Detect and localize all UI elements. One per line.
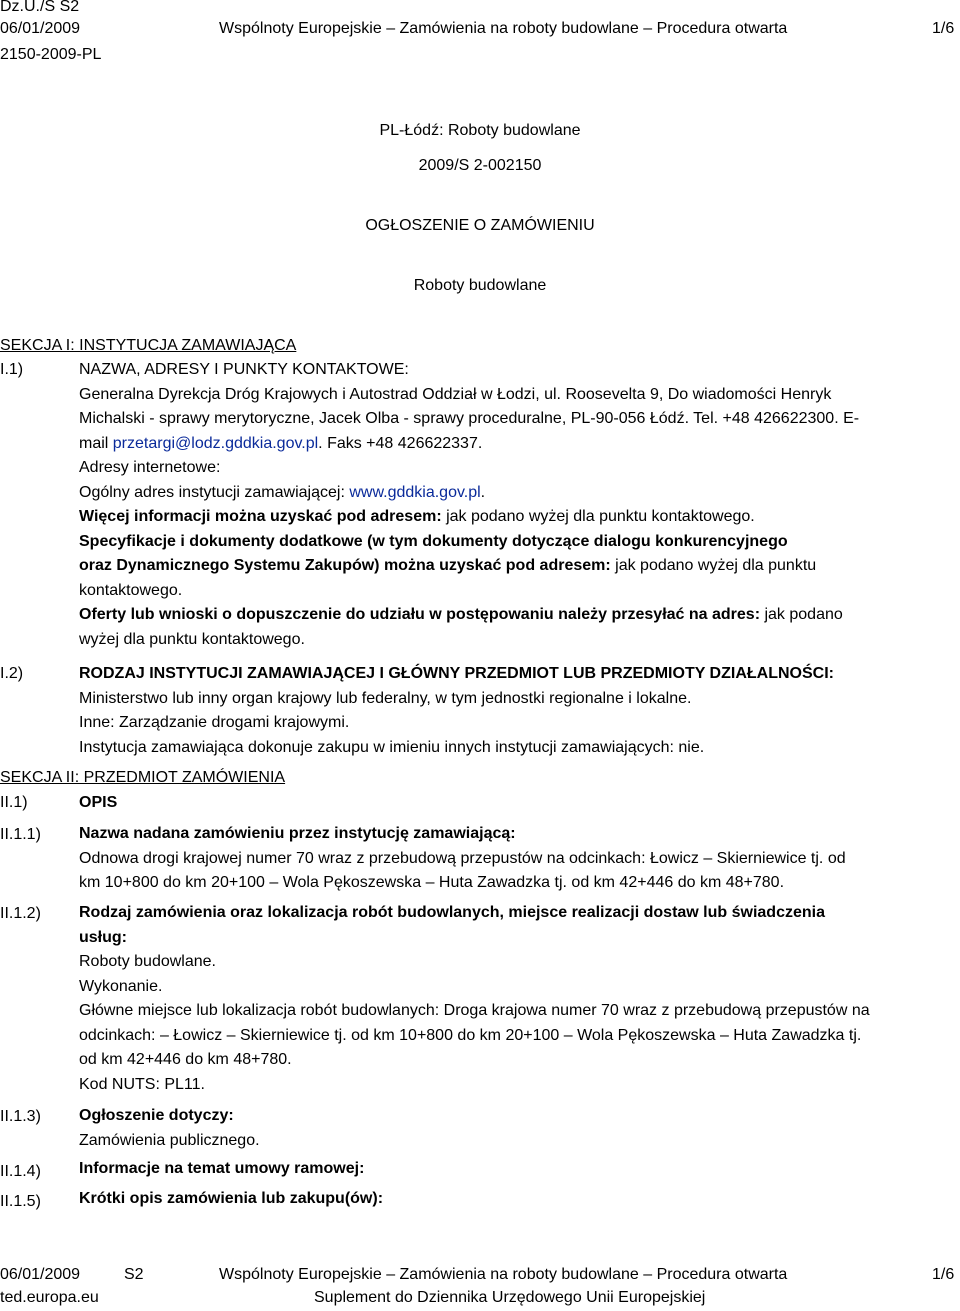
internet-addresses-label: Adresy internetowe: xyxy=(79,459,221,476)
footer-supplement: Suplement do Dziennika Urzędowego Unii Europejskiej xyxy=(314,1289,706,1306)
offers-line-2: wyżej dla punktu kontaktowego. xyxy=(79,630,305,648)
section-ii15-title: Krótki opis zamówienia lub zakupu(ów): xyxy=(79,1190,384,1207)
section-ii12-title-2: usług: xyxy=(79,928,127,946)
ii12-line-2: Wykonanie. xyxy=(79,977,163,995)
title-reference: 2009/S 2-002150 xyxy=(418,157,542,174)
i2-line-2: Inne: Zarządzanie drogami krajowymi. xyxy=(79,714,350,731)
section-ii13-body xyxy=(79,1104,949,1153)
doc-reference: Dz.U./S S2 xyxy=(0,0,80,15)
section-ii14-title: Informacje na temat umowy ramowej: xyxy=(79,1160,365,1177)
section-label-i1: I.1) xyxy=(0,361,24,378)
i2-line-1: Ministerstwo lub inny organ krajowy lub federalny, w tym jednostki regionalne i lokalne. xyxy=(79,689,692,707)
section-label-i2: I.2) xyxy=(0,665,24,682)
header-title: Wspólnoty Europejskie – Zamówienia na roboty budowlane – Procedura otwarta xyxy=(219,20,788,37)
section-i2-body xyxy=(79,662,949,760)
section-label-ii12: II.1.2) xyxy=(0,905,41,922)
general-address-line: Ogólny adres instytucji zamawiającej: www.gddkia.gov.pl. xyxy=(79,483,486,501)
spec-line-2: oraz Dynamicznego Systemu Zakupów) można uzyskać pod adresem: jak podano wyżej dla punktu xyxy=(79,557,817,574)
section-ii1-title: OPIS xyxy=(79,794,118,811)
section-1-heading: SEKCJA I: INSTYTUCJA ZAMAWIAJĄCA xyxy=(0,337,297,354)
spec-line-3: kontaktowego. xyxy=(79,581,183,599)
section-ii13-title: Ogłoszenie dotyczy: xyxy=(79,1107,234,1124)
more-info-line: Więcej informacji można uzyskać pod adresem: jak podano wyżej dla punktu kontaktowego. xyxy=(79,508,755,525)
title-location: PL-Łódź: Roboty budowlane xyxy=(379,122,581,139)
footer-series: S2 xyxy=(124,1266,144,1283)
ii13-line-1: Zamówienia publicznego. xyxy=(79,1131,260,1149)
address-line-2: Michalski - sprawy merytoryczne, Jacek Olba - sprawy proceduralne, PL-90-056 Łódź. Tel. +48 426622300. E- xyxy=(79,410,860,427)
title-contract-type: Roboty budowlane xyxy=(413,277,547,294)
i2-line-3: Instytucja zamawiająca dokonuje zakupu w imieniu innych instytucji zamawiających: nie. xyxy=(79,738,705,756)
offers-line-1: Oferty lub wnioski o dopuszczenie do udziału w postępowaniu należy przesyłać na adres: jak podano xyxy=(79,606,843,623)
ii11-line-1: Odnowa drogi krajowej numer 70 wraz z przebudową przepustów na odcinkach: Łowicz – Skierniewice tj. od xyxy=(79,849,846,867)
header-page: 1/6 xyxy=(932,20,955,37)
section-i1-title: NAZWA, ADRESY I PUNKTY KONTAKTOWE: xyxy=(79,361,409,378)
section-label-ii1: II.1) xyxy=(0,794,28,811)
address-line-1: Generalna Dyrekcja Dróg Krajowych i Autostrad Oddział w Łodzi, ul. Roosevelta 9, Do wiadomości Henryk xyxy=(79,385,832,403)
ii12-line-5: od km 42+446 do km 48+780. xyxy=(79,1051,292,1068)
ii12-line-4: odcinkach: – Łowicz – Skierniewice tj. od km 10+800 do km 20+100 – Wola Pękoszewska – Huta Zawadzka tj. xyxy=(79,1026,862,1044)
website-link[interactable]: www.gddkia.gov.pl xyxy=(349,483,481,501)
footer-title: Wspólnoty Europejskie – Zamówienia na roboty budowlane – Procedura otwarta xyxy=(219,1266,788,1283)
section-ii12-body xyxy=(79,901,949,1097)
ii12-line-3: Główne miejsce lub lokalizacja robót budowlanych: Droga krajowa numer 70 wraz z przebudową przepustów na xyxy=(79,1002,870,1019)
email-link[interactable]: przetargi@lodz.gddkia.gov.pl xyxy=(112,434,319,452)
section-label-ii13: II.1.3) xyxy=(0,1108,41,1125)
section-ii12-title-1: Rodzaj zamówienia oraz lokalizacja robót budowlanych, miejsce realizacji dostaw lub świadczenia xyxy=(79,904,825,921)
spec-line-1: Specyfikacje i dokumenty dodatkowe (w tym dokumenty dotyczące dialogu konkurencyjnego xyxy=(79,532,788,550)
footer-site: ted.europa.eu xyxy=(0,1289,99,1306)
section-i1-body xyxy=(79,358,949,652)
address-line-3: mail przetargi@lodz.gddkia.gov.pl. Faks +48 426622337. xyxy=(79,434,483,452)
ii12-line-6: Kod NUTS: PL11. xyxy=(79,1075,205,1093)
section-2-heading: SEKCJA II: PRZEDMIOT ZAMÓWIENIA xyxy=(0,769,286,786)
section-i2-title: RODZAJ INSTYTUCJI ZAMAWIAJĄCEJ I GŁÓWNY PRZEDMIOT LUB PRZEDMIOTY DZIAŁALNOŚCI: xyxy=(79,665,834,682)
title-notice-type: OGŁOSZENIE O ZAMÓWIENIU xyxy=(365,217,595,234)
header-date: 06/01/2009 xyxy=(0,20,81,37)
section-label-ii11: II.1.1) xyxy=(0,826,41,843)
section-ii11-title: Nazwa nadana zamówieniu przez instytucję zamawiającą: xyxy=(79,825,516,842)
footer-page: 1/6 xyxy=(932,1266,955,1283)
notice-number: 2150-2009-PL xyxy=(0,46,102,63)
ii11-line-2: km 10+800 do km 20+100 – Wola Pękoszewska – Huta Zawadzka tj. od km 42+446 do km 48+780. xyxy=(79,874,785,891)
section-ii11-body xyxy=(79,822,949,896)
section-label-ii14: II.1.4) xyxy=(0,1163,41,1180)
ii12-line-1: Roboty budowlane. xyxy=(79,953,216,970)
footer-date: 06/01/2009 xyxy=(0,1266,81,1283)
section-label-ii15: II.1.5) xyxy=(0,1193,41,1210)
